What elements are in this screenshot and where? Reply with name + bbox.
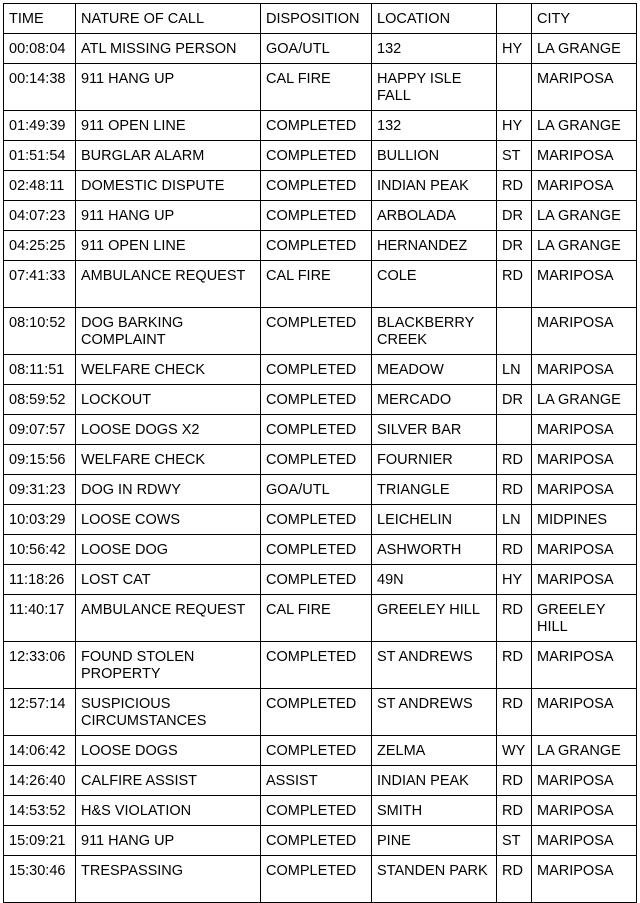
nature-cell: WELFARE CHECK: [76, 355, 261, 385]
nature-cell: ATL MISSING PERSON: [76, 34, 261, 64]
nature-cell: H&S VIOLATION: [76, 796, 261, 826]
location-cell: ST ANDREWS: [372, 642, 497, 689]
nature-cell: 911 OPEN LINE: [76, 231, 261, 261]
time-cell: 04:07:23: [4, 201, 76, 231]
call-log-table: [3, 3, 637, 903]
city-cell: GREELEY HILL: [532, 595, 637, 642]
location-cell: FOURNIER: [372, 445, 497, 475]
table-row: [4, 308, 637, 355]
table-row: [4, 505, 637, 535]
suffix-cell: HY: [497, 565, 532, 595]
table-row: [4, 141, 637, 171]
table-row: [4, 475, 637, 505]
time-cell: 12:33:06: [4, 642, 76, 689]
suffix-cell: RD: [497, 796, 532, 826]
nature-cell: 911 HANG UP: [76, 826, 261, 856]
header-suffix: [497, 4, 532, 34]
time-cell: 01:49:39: [4, 111, 76, 141]
table-row: [4, 445, 637, 475]
disposition-cell: COMPLETED: [261, 141, 372, 171]
table-row: [4, 34, 637, 64]
header-row: [4, 4, 637, 34]
suffix-cell: RD: [497, 642, 532, 689]
city-cell: MARIPOSA: [532, 261, 637, 308]
suffix-cell: HY: [497, 34, 532, 64]
nature-cell: LOOSE COWS: [76, 505, 261, 535]
location-cell: TRIANGLE: [372, 475, 497, 505]
location-cell: ST ANDREWS: [372, 689, 497, 736]
disposition-cell: COMPLETED: [261, 505, 372, 535]
city-cell: MIDPINES: [532, 505, 637, 535]
location-cell: INDIAN PEAK: [372, 766, 497, 796]
table-row: [4, 261, 637, 308]
disposition-cell: GOA/UTL: [261, 475, 372, 505]
time-cell: 07:41:33: [4, 261, 76, 308]
time-cell: 15:09:21: [4, 826, 76, 856]
nature-cell: BURGLAR ALARM: [76, 141, 261, 171]
table-row: [4, 595, 637, 642]
suffix-cell: LN: [497, 355, 532, 385]
time-cell: 12:57:14: [4, 689, 76, 736]
city-cell: MARIPOSA: [532, 535, 637, 565]
disposition-cell: COMPLETED: [261, 231, 372, 261]
location-cell: INDIAN PEAK: [372, 171, 497, 201]
suffix-cell: DR: [497, 231, 532, 261]
disposition-cell: COMPLETED: [261, 856, 372, 903]
disposition-cell: COMPLETED: [261, 565, 372, 595]
nature-cell: SUSPICIOUS CIRCUMSTANCES: [76, 689, 261, 736]
city-cell: MARIPOSA: [532, 642, 637, 689]
suffix-cell: [497, 64, 532, 111]
nature-cell: 911 HANG UP: [76, 201, 261, 231]
disposition-cell: COMPLETED: [261, 308, 372, 355]
city-cell: MARIPOSA: [532, 141, 637, 171]
location-cell: 49N: [372, 565, 497, 595]
time-cell: 11:18:26: [4, 565, 76, 595]
city-cell: MARIPOSA: [532, 826, 637, 856]
nature-cell: LOOSE DOGS: [76, 736, 261, 766]
nature-cell: WELFARE CHECK: [76, 445, 261, 475]
table-row: [4, 355, 637, 385]
time-cell: 00:08:04: [4, 34, 76, 64]
suffix-cell: HY: [497, 111, 532, 141]
table-row: [4, 231, 637, 261]
nature-cell: AMBULANCE REQUEST: [76, 261, 261, 308]
suffix-cell: RD: [497, 261, 532, 308]
time-cell: 08:10:52: [4, 308, 76, 355]
city-cell: LA GRANGE: [532, 201, 637, 231]
header-disposition: DISPOSITION: [261, 4, 372, 34]
location-cell: BLACKBERRY CREEK: [372, 308, 497, 355]
header-nature-of-call: NATURE OF CALL: [76, 4, 261, 34]
header-city: CITY: [532, 4, 637, 34]
suffix-cell: ST: [497, 141, 532, 171]
city-cell: LA GRANGE: [532, 34, 637, 64]
time-cell: 09:15:56: [4, 445, 76, 475]
time-cell: 11:40:17: [4, 595, 76, 642]
city-cell: MARIPOSA: [532, 171, 637, 201]
nature-cell: DOG IN RDWY: [76, 475, 261, 505]
suffix-cell: ST: [497, 826, 532, 856]
location-cell: ARBOLADA: [372, 201, 497, 231]
disposition-cell: COMPLETED: [261, 642, 372, 689]
nature-cell: CALFIRE ASSIST: [76, 766, 261, 796]
time-cell: 14:53:52: [4, 796, 76, 826]
table-row: [4, 565, 637, 595]
location-cell: COLE: [372, 261, 497, 308]
location-cell: ASHWORTH: [372, 535, 497, 565]
suffix-cell: RD: [497, 595, 532, 642]
header-time: TIME: [4, 4, 76, 34]
suffix-cell: RD: [497, 766, 532, 796]
disposition-cell: COMPLETED: [261, 171, 372, 201]
disposition-cell: CAL FIRE: [261, 261, 372, 308]
time-cell: 14:06:42: [4, 736, 76, 766]
nature-cell: TRESPASSING: [76, 856, 261, 903]
suffix-cell: RD: [497, 475, 532, 505]
location-cell: SILVER BAR: [372, 415, 497, 445]
table-row: [4, 201, 637, 231]
suffix-cell: [497, 415, 532, 445]
header-location: LOCATION: [372, 4, 497, 34]
disposition-cell: COMPLETED: [261, 445, 372, 475]
nature-cell: 911 OPEN LINE: [76, 111, 261, 141]
city-cell: MARIPOSA: [532, 355, 637, 385]
nature-cell: AMBULANCE REQUEST: [76, 595, 261, 642]
disposition-cell: COMPLETED: [261, 201, 372, 231]
city-cell: MARIPOSA: [532, 475, 637, 505]
city-cell: MARIPOSA: [532, 308, 637, 355]
location-cell: STANDEN PARK: [372, 856, 497, 903]
table-row: [4, 856, 637, 903]
disposition-cell: COMPLETED: [261, 355, 372, 385]
time-cell: 09:31:23: [4, 475, 76, 505]
disposition-cell: ASSIST: [261, 766, 372, 796]
location-cell: BULLION: [372, 141, 497, 171]
time-cell: 14:26:40: [4, 766, 76, 796]
nature-cell: FOUND STOLEN PROPERTY: [76, 642, 261, 689]
table-row: [4, 535, 637, 565]
nature-cell: LOCKOUT: [76, 385, 261, 415]
location-cell: MERCADO: [372, 385, 497, 415]
city-cell: LA GRANGE: [532, 111, 637, 141]
disposition-cell: COMPLETED: [261, 111, 372, 141]
table-row: [4, 796, 637, 826]
suffix-cell: LN: [497, 505, 532, 535]
nature-cell: 911 HANG UP: [76, 64, 261, 111]
city-cell: MARIPOSA: [532, 796, 637, 826]
nature-cell: DOMESTIC DISPUTE: [76, 171, 261, 201]
time-cell: 08:59:52: [4, 385, 76, 415]
time-cell: 04:25:25: [4, 231, 76, 261]
disposition-cell: COMPLETED: [261, 415, 372, 445]
suffix-cell: WY: [497, 736, 532, 766]
table-row: [4, 415, 637, 445]
city-cell: MARIPOSA: [532, 689, 637, 736]
location-cell: HAPPY ISLE FALL: [372, 64, 497, 111]
disposition-cell: CAL FIRE: [261, 64, 372, 111]
disposition-cell: COMPLETED: [261, 796, 372, 826]
disposition-cell: COMPLETED: [261, 826, 372, 856]
suffix-cell: DR: [497, 385, 532, 415]
city-cell: MARIPOSA: [532, 445, 637, 475]
time-cell: 15:30:46: [4, 856, 76, 903]
city-cell: MARIPOSA: [532, 766, 637, 796]
city-cell: LA GRANGE: [532, 231, 637, 261]
city-cell: MARIPOSA: [532, 64, 637, 111]
table-row: [4, 385, 637, 415]
table-body: [4, 34, 637, 903]
city-cell: MARIPOSA: [532, 415, 637, 445]
time-cell: 08:11:51: [4, 355, 76, 385]
suffix-cell: RD: [497, 535, 532, 565]
nature-cell: LOST CAT: [76, 565, 261, 595]
table-row: [4, 64, 637, 111]
suffix-cell: RD: [497, 445, 532, 475]
nature-cell: DOG BARKING COMPLAINT: [76, 308, 261, 355]
suffix-cell: RD: [497, 856, 532, 903]
location-cell: HERNANDEZ: [372, 231, 497, 261]
location-cell: GREELEY HILL: [372, 595, 497, 642]
disposition-cell: COMPLETED: [261, 535, 372, 565]
time-cell: 02:48:11: [4, 171, 76, 201]
time-cell: 09:07:57: [4, 415, 76, 445]
table-row: [4, 766, 637, 796]
disposition-cell: COMPLETED: [261, 689, 372, 736]
time-cell: 10:03:29: [4, 505, 76, 535]
suffix-cell: DR: [497, 201, 532, 231]
table-row: [4, 171, 637, 201]
city-cell: LA GRANGE: [532, 736, 637, 766]
suffix-cell: RD: [497, 171, 532, 201]
table-row: [4, 736, 637, 766]
nature-cell: LOOSE DOGS X2: [76, 415, 261, 445]
table-row: [4, 642, 637, 689]
location-cell: ZELMA: [372, 736, 497, 766]
disposition-cell: CAL FIRE: [261, 595, 372, 642]
time-cell: 01:51:54: [4, 141, 76, 171]
disposition-cell: GOA/UTL: [261, 34, 372, 64]
location-cell: 132: [372, 34, 497, 64]
location-cell: SMITH: [372, 796, 497, 826]
suffix-cell: RD: [497, 689, 532, 736]
location-cell: PINE: [372, 826, 497, 856]
city-cell: LA GRANGE: [532, 385, 637, 415]
location-cell: MEADOW: [372, 355, 497, 385]
disposition-cell: COMPLETED: [261, 736, 372, 766]
location-cell: 132: [372, 111, 497, 141]
table-row: [4, 111, 637, 141]
disposition-cell: COMPLETED: [261, 385, 372, 415]
time-cell: 00:14:38: [4, 64, 76, 111]
location-cell: LEICHELIN: [372, 505, 497, 535]
nature-cell: LOOSE DOG: [76, 535, 261, 565]
time-cell: 10:56:42: [4, 535, 76, 565]
suffix-cell: [497, 308, 532, 355]
city-cell: MARIPOSA: [532, 856, 637, 903]
table-row: [4, 689, 637, 736]
table-row: [4, 826, 637, 856]
city-cell: MARIPOSA: [532, 565, 637, 595]
